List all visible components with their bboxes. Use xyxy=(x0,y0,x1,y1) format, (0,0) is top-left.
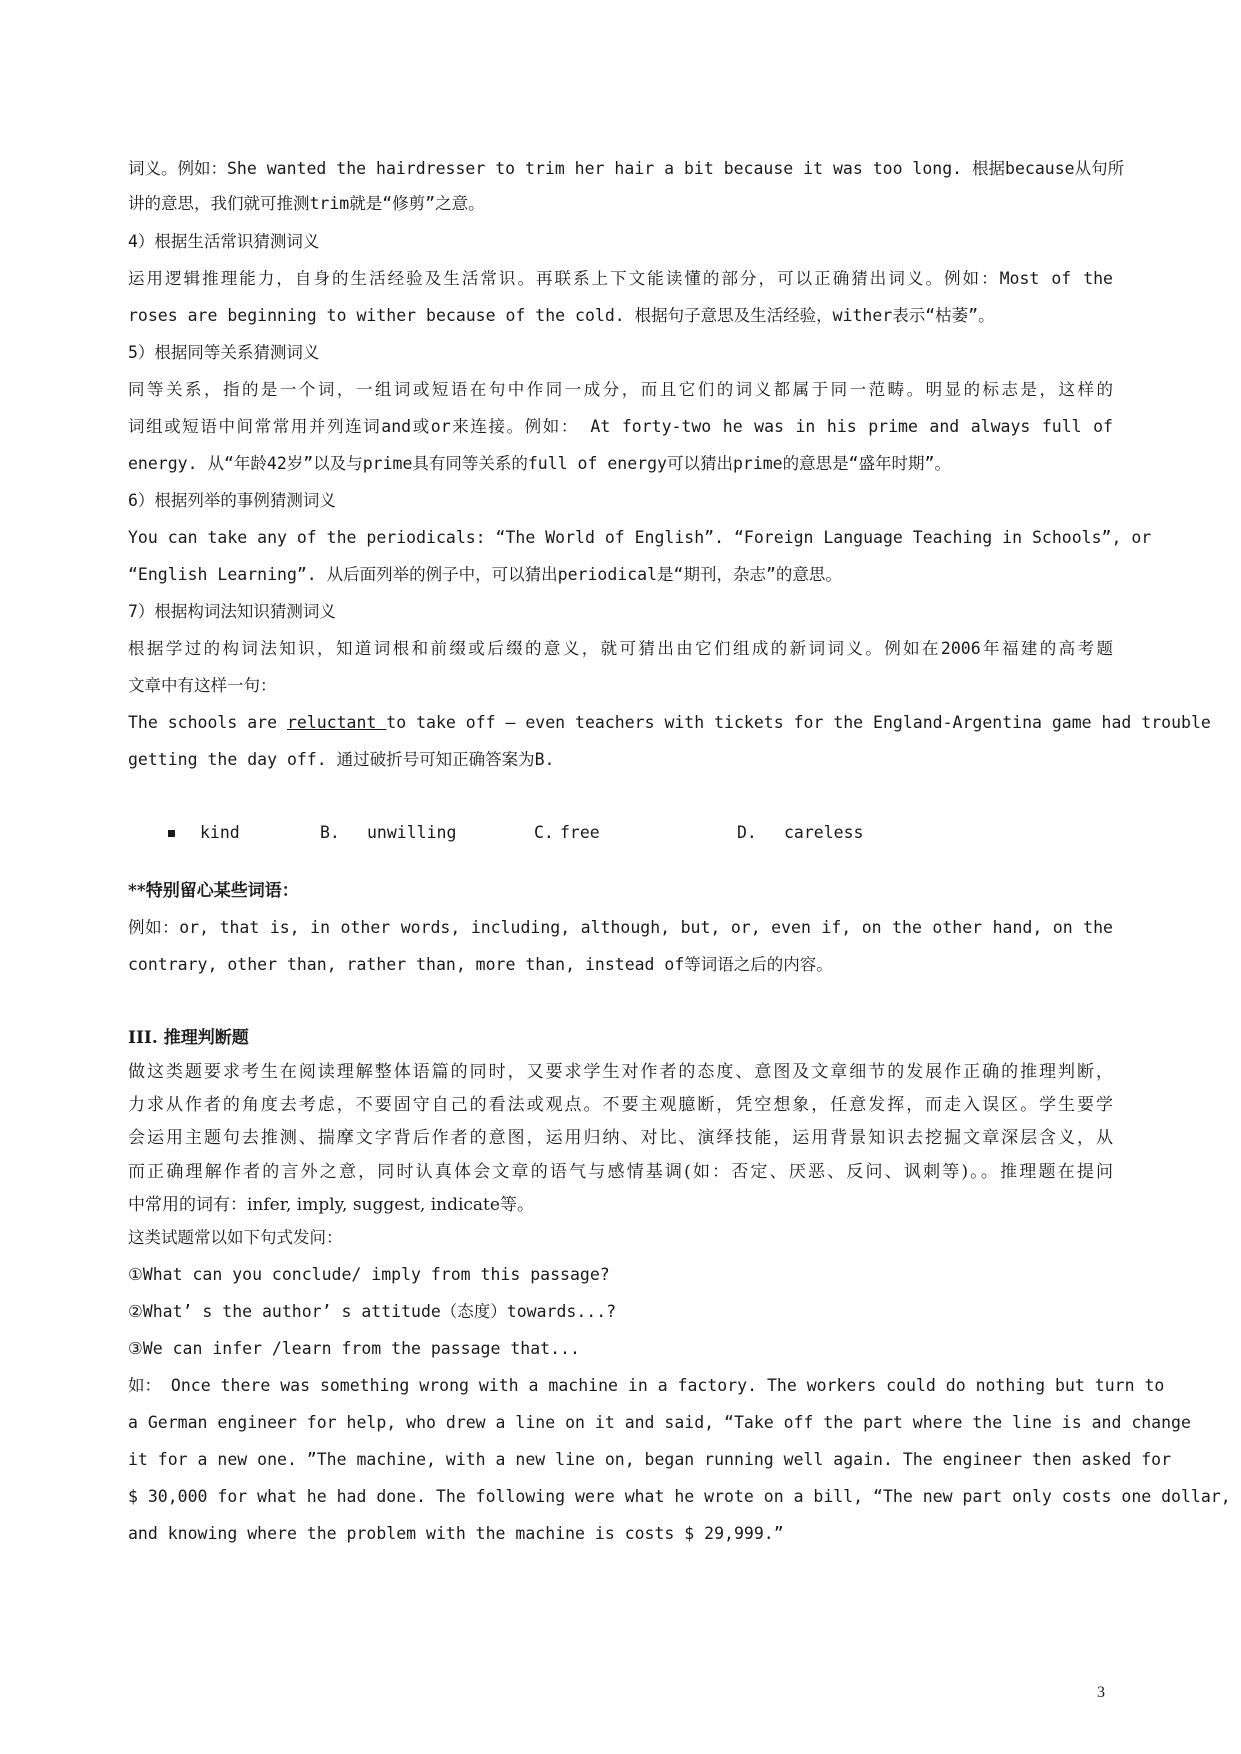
question-form-2: ②What’ s the author’ s attitude（态度）towards...? xyxy=(128,1302,617,1321)
section-7-line-4: getting the day off. 通过破折号可知正确答案为B. xyxy=(128,750,555,769)
section-5-line-3: energy. 从“年龄42岁”以及与prime具有同等关系的full of energy可以猜出prime的意思是“盛年时期”。 xyxy=(128,454,951,473)
section-5-line-2: 词组或短语中间常常用并列连词and或or来连接。例如： At forty-two he was in his prime and always full of xyxy=(128,417,1113,436)
trim-paragraph-line-2: 讲的意思，我们就可推测trim就是“修剪”之意。 xyxy=(128,194,485,213)
section-6-line-2: “English Learning”. 从后面列举的例子中，可以猜出periodical是“期刊，杂志”的意思。 xyxy=(128,565,842,584)
section-iii-line-2: 力求从作者的角度去考虑，不要固守自己的看法或观点。不要主观臆断，凭空想象，任意发挥，而走入误区。学生要学 xyxy=(128,1095,1113,1115)
section-4-line-1: 运用逻辑推理能力，自身的生活经验及生活常识。再联系上下文能读懂的部分，可以正确猜出词义。例如：Most of the xyxy=(128,269,1113,288)
section-7-line-1: 根据学过的构词法知识，知道词根和前缀或后缀的意义，就可猜出由它们组成的新词词义。例如在2006年福建的高考题 xyxy=(128,639,1113,658)
section-4-heading: 4）根据生活常识猜测词义 xyxy=(128,232,320,251)
section-7-heading: 7）根据构词法知识猜测词义 xyxy=(128,602,336,621)
section-6-heading: 6）根据列举的事例猜测词义 xyxy=(128,491,336,510)
question-form-3: ③We can infer /learn from the passage that... xyxy=(128,1339,580,1358)
example-passage-line-1: 如： Once there was something wrong with a machine in a factory. The workers could do nothing but turn to xyxy=(128,1376,1165,1395)
example-passage-line-4: $ 30,000 for what he had done. The following were what he wrote on a bill, “The new part only costs one dollar, xyxy=(128,1487,1231,1506)
underlined-word: reluctant xyxy=(286,713,387,732)
section-iii-heading: III. 推理判断题 xyxy=(128,1028,249,1048)
special-words-line-2: contrary, other than, rather than, more than, instead of等词语之后的内容。 xyxy=(128,955,833,974)
option-c-text: free xyxy=(560,823,600,842)
option-a-text: kind xyxy=(200,823,240,842)
section-iii-line-1: 做这类题要求考生在阅读理解整体语篇的同时，又要求学生对作者的态度、意图及文章细节的发展作正确的推理判断， xyxy=(128,1062,1113,1082)
section-iii-line-4: 而正确理解作者的言外之意，同时认真体会文章的语气与感情基调(如：否定、厌恶、反问、讽刺等)。。推理题在提问 xyxy=(128,1162,1113,1182)
section-5-heading: 5）根据同等关系猜测词义 xyxy=(128,343,320,362)
section-7-example-sentence xyxy=(128,712,1211,734)
special-words-heading: **特别留心某些词语： xyxy=(128,881,299,901)
option-d-text: careless xyxy=(784,823,864,842)
section-5-line-1: 同等关系，指的是一个词，一组词或短语在句中作同一成分，而且它们的词义都属于同一范畴。明显的标志是，这样的 xyxy=(128,380,1113,399)
section-7-line-2: 文章中有这样一句： xyxy=(128,676,277,695)
page-number: 3 xyxy=(1097,1684,1105,1701)
option-b-letter: B. xyxy=(320,823,340,842)
bullet-square-icon xyxy=(168,830,175,837)
question-forms-intro: 这类试题常以如下句式发问： xyxy=(128,1228,343,1247)
section-iii-line-3: 会运用主题句去推测、揣摩文字背后作者的意图，运用归纳、对比、演绎技能，运用背景知识去挖掘文章深层含义，从 xyxy=(128,1128,1113,1148)
example-passage-line-5: and knowing where the problem with the machine is costs $ 29,999.” xyxy=(128,1524,784,1543)
section-iii-line-5: 中常用的词有：infer, imply, suggest, indicate等。 xyxy=(128,1195,534,1215)
option-c-letter: C. xyxy=(534,823,554,842)
answer-options xyxy=(0,822,1241,846)
sentence-suffix: to take off — even teachers with tickets for the England-Argentina game had trouble xyxy=(386,713,1211,732)
special-words-line-1: 例如：or, that is, in other words, including, although, but, or, even if, on the other hand, on the xyxy=(128,918,1113,937)
example-passage-line-3: it for a new one. ”The machine, with a new line on, began running well again. The engineer then asked for xyxy=(128,1450,1172,1469)
trim-paragraph-line-1: 词义。例如：She wanted the hairdresser to trim her hair a bit because it was too long. 根据because从句所 xyxy=(128,159,1125,178)
section-6-line-1: You can take any of the periodicals: “The World of English”. “Foreign Language Teaching in Schools”, or xyxy=(128,528,1152,547)
option-d-letter: D. xyxy=(737,823,757,842)
sentence-prefix: The schools are xyxy=(128,713,287,732)
question-form-1: ①What can you conclude/ imply from this passage? xyxy=(128,1265,610,1284)
option-b-text: unwilling xyxy=(367,823,457,842)
section-4-line-2: roses are beginning to wither because of the cold. 根据句子意思及生活经验，wither表示“枯萎”。 xyxy=(128,306,995,325)
example-passage-line-2: a German engineer for help, who drew a line on it and said, “Take off the part where the line is and change xyxy=(128,1413,1191,1432)
